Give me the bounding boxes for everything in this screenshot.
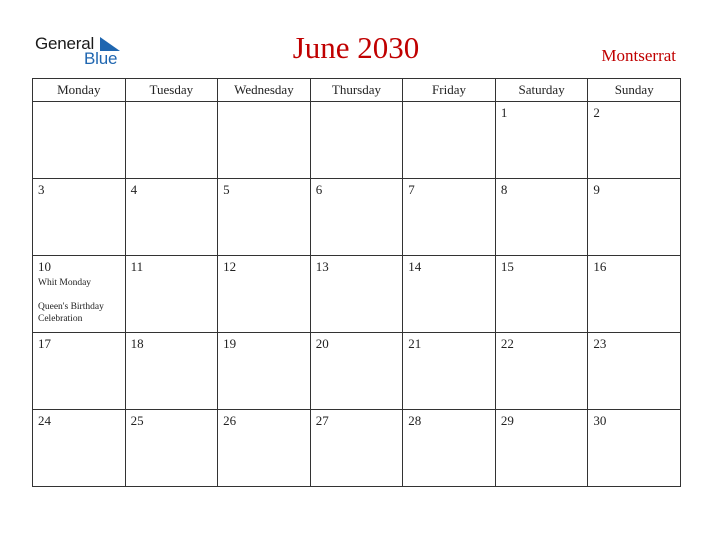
day-number: 14 bbox=[408, 259, 422, 274]
day-number: 24 bbox=[38, 413, 51, 428]
day-number: 23 bbox=[593, 336, 607, 351]
day-number: 17 bbox=[38, 336, 51, 351]
day-number: 20 bbox=[315, 336, 329, 351]
day-number: 6 bbox=[315, 182, 323, 197]
weekday-header: Saturday bbox=[495, 79, 588, 102]
weekday-header-row bbox=[33, 79, 681, 102]
day-number: 3 bbox=[38, 182, 45, 197]
day-number: 12 bbox=[223, 259, 237, 274]
day-number: 7 bbox=[408, 182, 415, 197]
day-cell bbox=[218, 179, 311, 256]
day-number: 27 bbox=[315, 413, 329, 428]
day-cell bbox=[588, 333, 681, 410]
day-cell bbox=[218, 256, 311, 333]
day-cell bbox=[310, 256, 403, 333]
day-number: 2 bbox=[593, 105, 600, 120]
day-number: 10 bbox=[38, 259, 51, 274]
calendar-grid bbox=[32, 78, 681, 487]
day-cell bbox=[125, 256, 218, 333]
day-cell bbox=[588, 256, 681, 333]
day-number: 19 bbox=[223, 336, 237, 351]
weekday-header: Sunday bbox=[588, 79, 681, 102]
day-number: 8 bbox=[500, 182, 508, 197]
day-number: 28 bbox=[408, 413, 422, 428]
weekday-header: Tuesday bbox=[125, 79, 218, 102]
logo-text-blue: Blue bbox=[84, 49, 118, 68]
week-row bbox=[33, 256, 681, 333]
day-number: 26 bbox=[223, 413, 237, 428]
day-number: 18 bbox=[130, 336, 144, 351]
week-row bbox=[33, 333, 681, 410]
day-cell bbox=[588, 179, 681, 256]
day-number: 15 bbox=[500, 259, 514, 274]
country-label: Montserrat bbox=[601, 46, 676, 65]
week-row bbox=[33, 102, 681, 179]
day-number: 16 bbox=[593, 259, 607, 274]
day-cell bbox=[403, 410, 496, 487]
day-cell bbox=[495, 333, 588, 410]
day-number: 13 bbox=[315, 259, 329, 274]
day-cell bbox=[588, 102, 681, 179]
weekday-header: Monday bbox=[33, 79, 126, 102]
day-cell bbox=[33, 333, 126, 410]
day-cell bbox=[218, 333, 311, 410]
day-cell bbox=[125, 102, 218, 179]
day-cell bbox=[403, 256, 496, 333]
weekday-header: Thursday bbox=[310, 79, 403, 102]
day-cell bbox=[495, 410, 588, 487]
week-row bbox=[33, 410, 681, 487]
holiday-event: Whit Monday bbox=[38, 278, 92, 288]
day-cell bbox=[403, 102, 496, 179]
day-cell bbox=[310, 333, 403, 410]
day-number: 5 bbox=[223, 182, 230, 197]
day-cell bbox=[403, 179, 496, 256]
day-cell bbox=[310, 410, 403, 487]
day-cell bbox=[310, 179, 403, 256]
day-number: 4 bbox=[130, 182, 138, 197]
page-title: June 2030 bbox=[292, 30, 420, 65]
day-number: 25 bbox=[130, 413, 144, 428]
day-cell bbox=[33, 256, 126, 333]
day-cell bbox=[33, 179, 126, 256]
day-cell bbox=[310, 102, 403, 179]
day-number: 22 bbox=[500, 336, 514, 351]
day-cell bbox=[125, 179, 218, 256]
day-cell bbox=[495, 179, 588, 256]
day-number: 21 bbox=[408, 336, 422, 351]
week-row bbox=[33, 179, 681, 256]
day-cell bbox=[495, 256, 588, 333]
day-number: 9 bbox=[593, 182, 600, 197]
day-number: 29 bbox=[500, 413, 514, 428]
weekday-header: Wednesday bbox=[218, 79, 311, 102]
day-cell bbox=[125, 333, 218, 410]
day-cell bbox=[218, 410, 311, 487]
day-cell bbox=[33, 410, 126, 487]
logo-text-general: General bbox=[35, 34, 95, 53]
day-cell bbox=[218, 102, 311, 179]
holiday-event: Queen's Birthday Celebration bbox=[38, 302, 104, 324]
day-cell bbox=[125, 410, 218, 487]
day-number: 30 bbox=[593, 413, 607, 428]
day-cell bbox=[403, 333, 496, 410]
weekday-header: Friday bbox=[403, 79, 496, 102]
day-number: 11 bbox=[130, 259, 144, 274]
day-cell bbox=[588, 410, 681, 487]
day-number: 1 bbox=[500, 105, 508, 120]
day-cell bbox=[33, 102, 126, 179]
day-cell bbox=[495, 102, 588, 179]
